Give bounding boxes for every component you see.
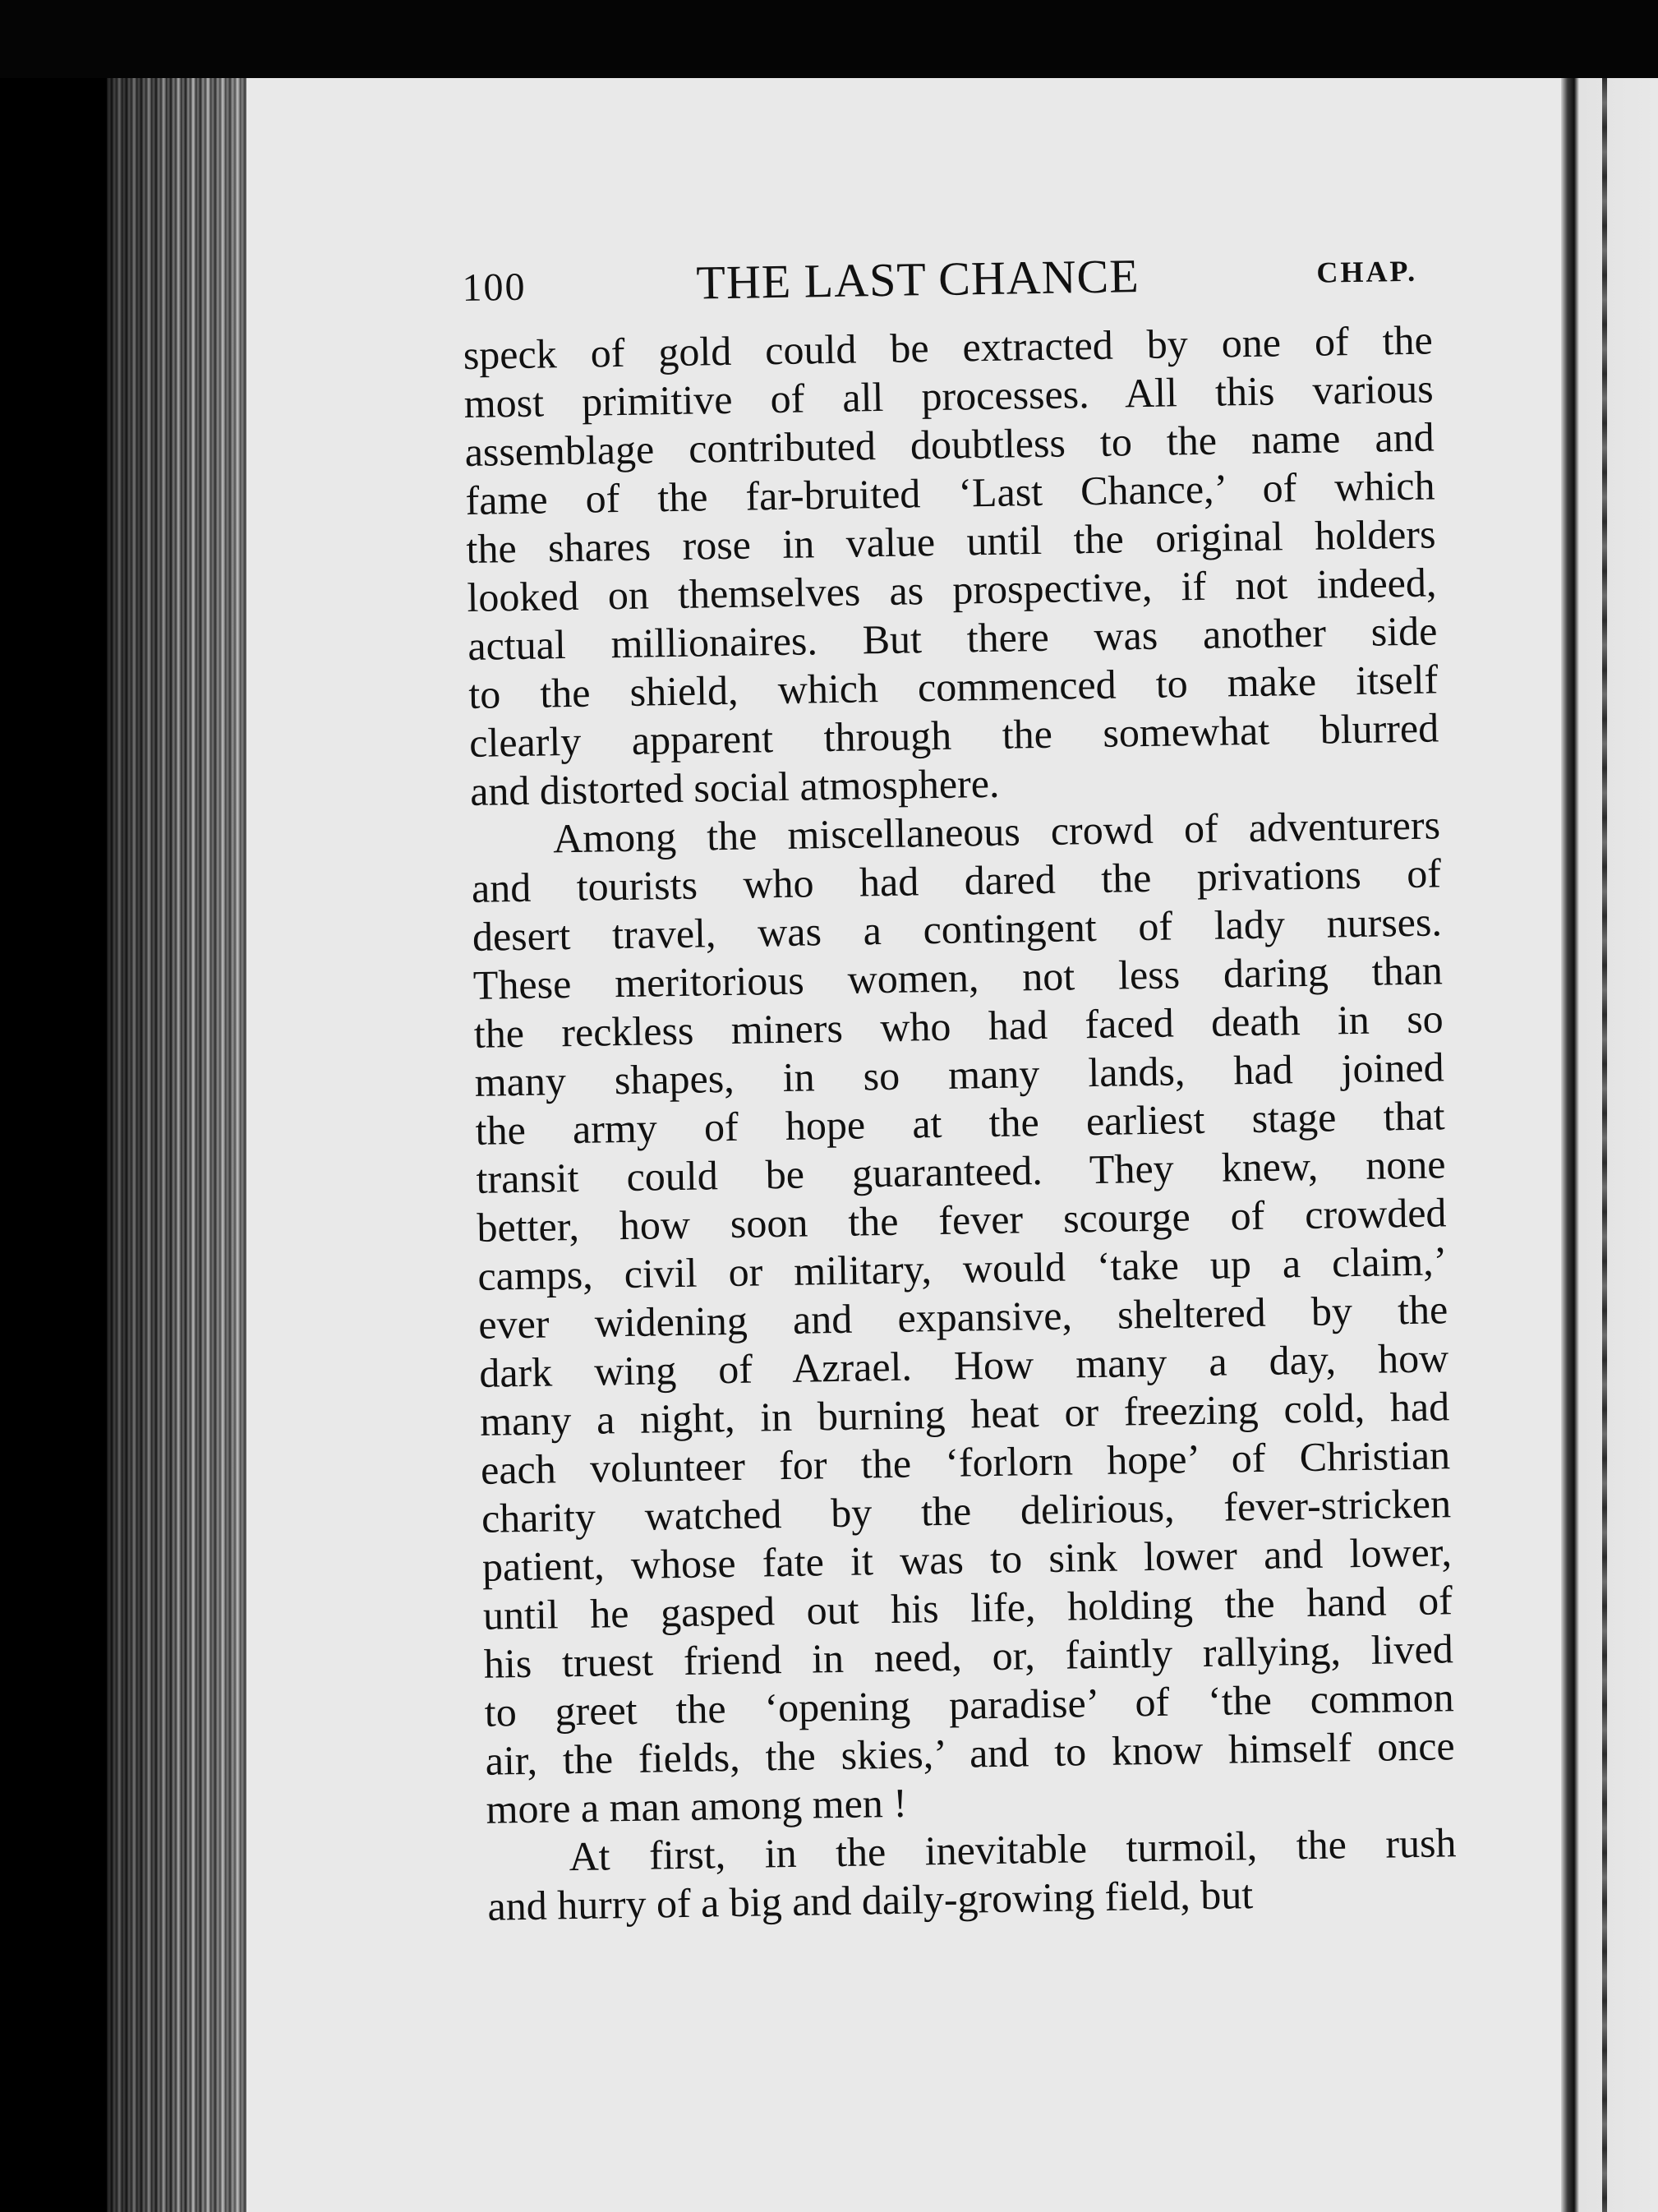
text-line: speck of gold could be extracted by one of the bbox=[463, 316, 1434, 378]
text-line: the reckless miners who had faced death in so bbox=[473, 995, 1444, 1057]
book-spine-shadow bbox=[107, 78, 246, 2212]
text-line: charity watched by the delirious, fever-stricken bbox=[481, 1480, 1452, 1541]
text-line: desert travel, was a contingent of lady nurses. bbox=[472, 898, 1443, 960]
text-line: the shares rose in value until the original holders bbox=[466, 510, 1436, 572]
text-line: to the shield, which commenced to make itself bbox=[467, 656, 1439, 717]
text-line: actual millionaires. But there was another side bbox=[467, 607, 1438, 669]
text-line: Among the miscellaneous crowd of adventurers bbox=[552, 801, 1441, 862]
scan-top-border bbox=[0, 0, 1658, 78]
text-line: until he gasped out his life, holding the hand of bbox=[482, 1577, 1453, 1638]
paragraph bbox=[486, 1818, 1458, 1931]
page-content bbox=[462, 243, 1458, 1930]
text-line: many shapes, in so many lands, had joined bbox=[474, 1044, 1445, 1105]
text-line: clearly apparent through the somewhat blurred bbox=[468, 704, 1439, 766]
text-line: and tourists who had dared the privations of bbox=[471, 850, 1442, 911]
book-page bbox=[246, 78, 1561, 2212]
running-title: THE LAST CHANCE bbox=[695, 249, 1140, 310]
text-line: camps, civil or military, would ‘take up a claim,’ bbox=[477, 1237, 1448, 1299]
text-line: These meritorious women, not less daring than bbox=[472, 947, 1444, 1008]
text-line: ever widening and expansive, sheltered by the bbox=[477, 1286, 1448, 1348]
body-text bbox=[463, 316, 1457, 1930]
text-line: many a night, in burning heat or freezing cold, had bbox=[479, 1383, 1450, 1445]
text-line: each volunteer for the ‘forlorn hope’ of Christian bbox=[480, 1431, 1451, 1493]
text-line: his truest friend in need, or, faintly rallying, lived bbox=[483, 1625, 1454, 1687]
text-line: assemblage contributed doubtless to the name and bbox=[464, 413, 1435, 475]
paragraph bbox=[471, 800, 1456, 1833]
facing-page-edge-line bbox=[1602, 78, 1607, 2212]
text-line: patient, whose fate it was to sink lower and lower, bbox=[481, 1528, 1453, 1590]
text-line: dark wing of Azrael. How many a day, how bbox=[478, 1334, 1449, 1396]
paragraph bbox=[463, 316, 1439, 815]
text-line: the army of hope at the earliest stage that bbox=[475, 1092, 1445, 1154]
page-number: 100 bbox=[462, 265, 527, 310]
text-line: most primitive of all processes. All this various bbox=[463, 365, 1435, 426]
text-line: looked on themselves as prospective, if not indeed, bbox=[467, 559, 1437, 620]
text-line: and distorted social atmosphere. bbox=[469, 759, 1000, 814]
text-line: air, the fields, the skies,’ and to know himself once bbox=[485, 1722, 1456, 1784]
facing-page-edge bbox=[1561, 78, 1658, 2212]
text-line: fame of the far-bruited ‘Last Chance,’ of which bbox=[465, 462, 1435, 523]
text-line: more a man among men ! bbox=[486, 1779, 908, 1832]
text-line: better, how soon the fever scourge of crowded bbox=[477, 1189, 1447, 1251]
chapter-label: CHAP. bbox=[1316, 254, 1418, 289]
page-header bbox=[462, 243, 1432, 325]
text-line: and hurry of a big and daily-growing field, but bbox=[487, 1871, 1254, 1929]
text-line: to greet the ‘opening paradise’ of ‘the common bbox=[484, 1674, 1455, 1735]
text-line: At first, in the inevitable turmoil, the rush bbox=[569, 1819, 1457, 1880]
text-line: transit could be guaranteed. They knew, none bbox=[476, 1141, 1446, 1202]
